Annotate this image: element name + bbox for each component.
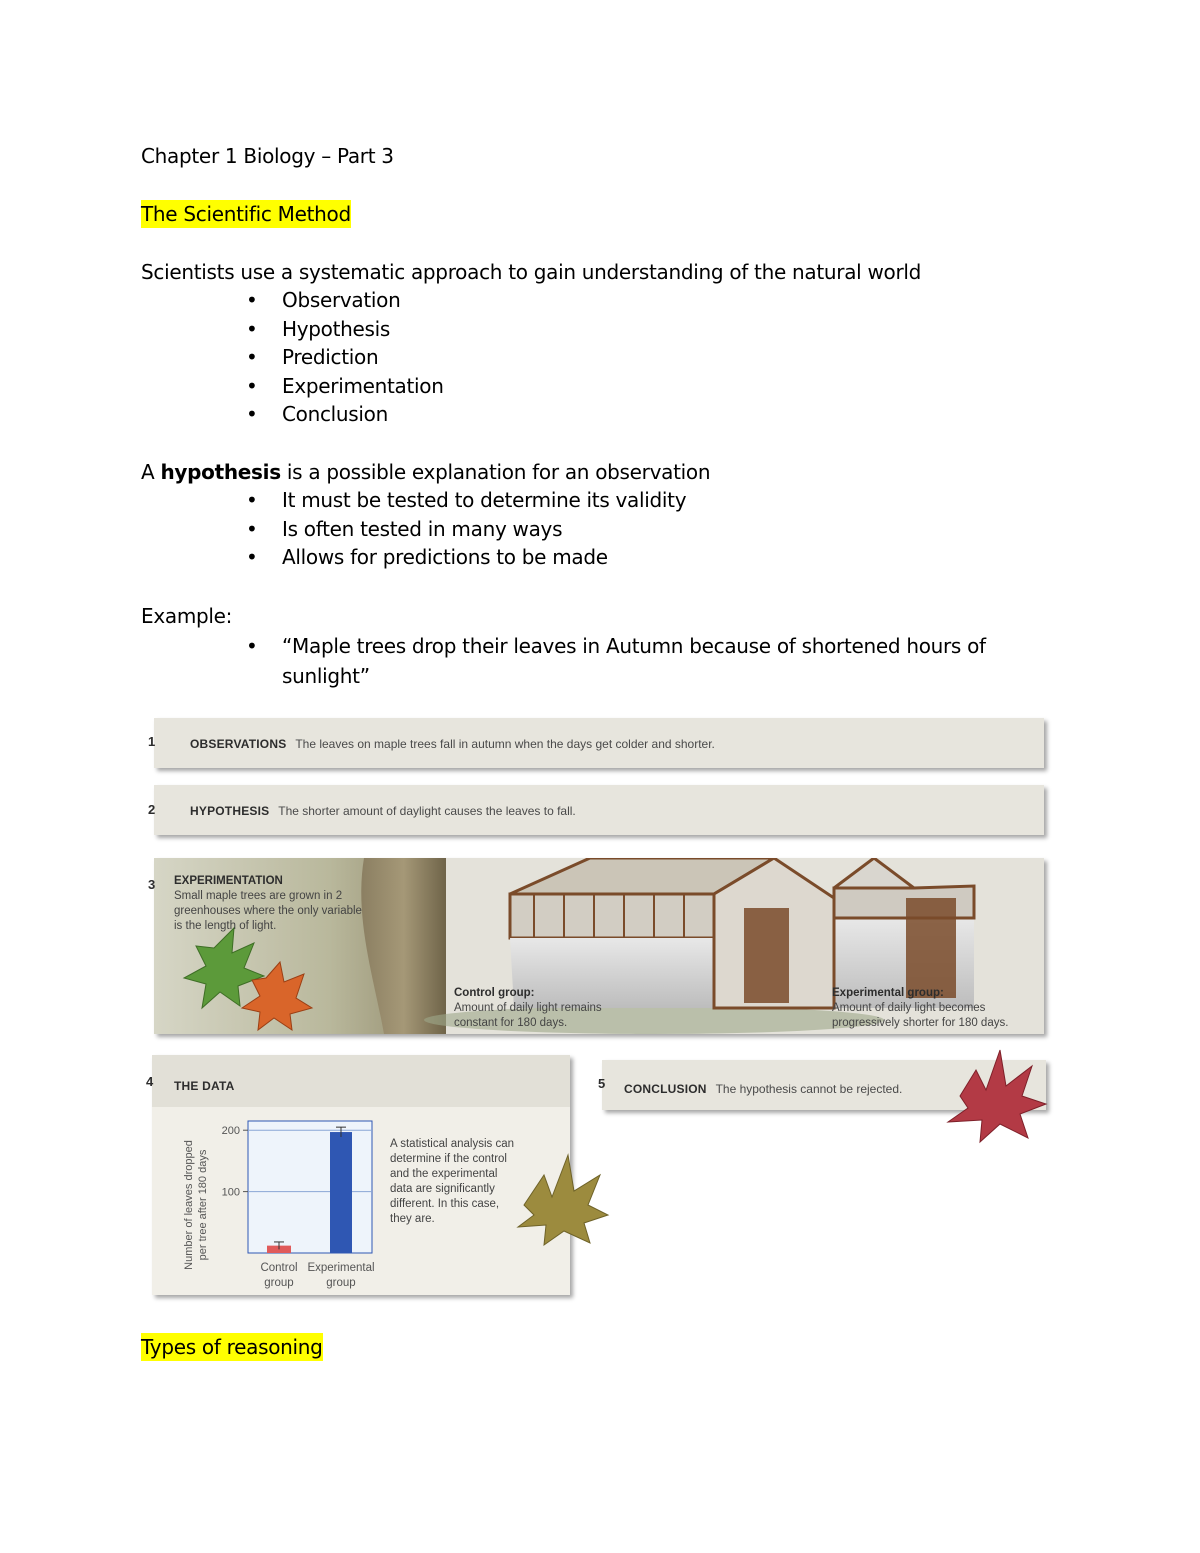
experimentation-panel — [154, 858, 1044, 1034]
list-item: • Prediction — [246, 343, 444, 372]
list-item: • Experimentation — [246, 372, 444, 401]
highlight-scientific-method: The Scientific Method — [141, 202, 351, 226]
bar — [330, 1132, 352, 1253]
experimentation-heading: EXPERIMENTATION — [174, 875, 283, 887]
y-tick-label: 200 — [221, 1125, 240, 1138]
experimentation-text: Small maple trees are grown in 2 greenhouses where the only variable is the length of light. — [174, 890, 362, 932]
y-tick-label: 100 — [221, 1186, 240, 1199]
bullet-icon: • — [246, 488, 258, 512]
x-tick-label: Experimental — [307, 1262, 375, 1274]
conclusion-text: The hypothesis cannot be rejected. — [715, 1082, 903, 1096]
x-tick-label: group — [326, 1277, 356, 1289]
experimental-group-heading: Experimental group: — [832, 987, 944, 999]
scientific-method-figure — [140, 712, 1052, 1302]
list-item: • Allows for predictions to be made — [246, 543, 686, 572]
list-item: • Hypothesis — [246, 315, 444, 344]
data-panel — [152, 1055, 570, 1295]
x-tick-label: group — [264, 1277, 294, 1289]
hypothesis-points-list — [246, 486, 686, 572]
example-text: “Maple trees drop their leaves in Autumn because of shortened hours of sunlight” — [282, 634, 986, 688]
step-number-2: 2 — [148, 802, 156, 817]
step-number-1: 1 — [148, 734, 156, 749]
x-tick-label: Control — [260, 1262, 298, 1274]
list-item: • It must be tested to determine its validity — [246, 486, 686, 515]
bullet-icon: • — [246, 373, 258, 398]
list-item: • Conclusion — [246, 400, 444, 429]
doc-title: Chapter 1 Biology – Part 3 — [141, 144, 394, 168]
hypothesis-term: hypothesis — [160, 460, 281, 484]
y-axis-label: per tree after 180 days — [197, 1149, 209, 1261]
example-label: Example: — [141, 604, 233, 628]
hypothesis-panel — [154, 785, 1044, 835]
list-item: • Observation — [246, 286, 444, 315]
bullet-icon: • — [246, 345, 258, 370]
hypothesis-definition: A hypothesis is a possible explanation for an observation — [141, 460, 711, 484]
experimental-group-caption — [832, 986, 1042, 1031]
control-group-caption — [454, 986, 644, 1031]
step-number-5: 5 — [598, 1076, 606, 1091]
observations-text: The leaves on maple trees fall in autumn when the days get colder and shorter. — [295, 737, 715, 751]
hypothesis-heading: HYPOTHESIS — [190, 804, 270, 818]
steps-list — [246, 286, 444, 429]
data-heading: THE DATA — [174, 1079, 235, 1093]
control-group-heading: Control group: — [454, 987, 535, 999]
step-number-4: 4 — [146, 1074, 154, 1089]
plot-area — [248, 1121, 372, 1253]
bullet-icon: • — [246, 402, 258, 427]
experimental-group-text: Amount of daily light becomes progressively shorter for 180 days. — [832, 1002, 1009, 1029]
experimentation-block — [174, 874, 364, 934]
bullet-icon: • — [246, 316, 258, 341]
bullet-icon: • — [246, 516, 258, 541]
intro-sentence: Scientists use a systematic approach to gain understanding of the natural world — [141, 260, 922, 284]
example-item — [246, 631, 1006, 691]
section-heading-scientific-method — [141, 202, 351, 226]
bullet-icon: • — [246, 288, 258, 312]
data-bar-chart — [164, 1107, 404, 1293]
observations-heading: OBSERVATIONS — [190, 737, 287, 751]
bullet-icon: • — [246, 545, 258, 570]
statistical-analysis-note: A statistical analysis can determine if the control and the experimental data are significantly different. In this case, they are. — [390, 1138, 515, 1225]
list-item: • Is often tested in many ways — [246, 515, 686, 544]
hypothesis-text: The shorter amount of daylight causes the leaves to fall. — [278, 804, 576, 818]
red-leaf-icon — [940, 1036, 1050, 1146]
observations-panel — [154, 718, 1044, 768]
control-group-text: Amount of daily light remains constant for 180 days. — [454, 1002, 602, 1029]
bullet-icon: • — [246, 634, 258, 658]
section-heading-types-of-reasoning — [141, 1335, 323, 1359]
olive-leaf-icon — [504, 1135, 614, 1255]
step-number-3: 3 — [148, 877, 156, 892]
y-axis-label: Number of leaves dropped — [183, 1140, 195, 1270]
conclusion-heading: CONCLUSION — [624, 1082, 707, 1096]
highlight-types-of-reasoning: Types of reasoning — [141, 1335, 323, 1359]
